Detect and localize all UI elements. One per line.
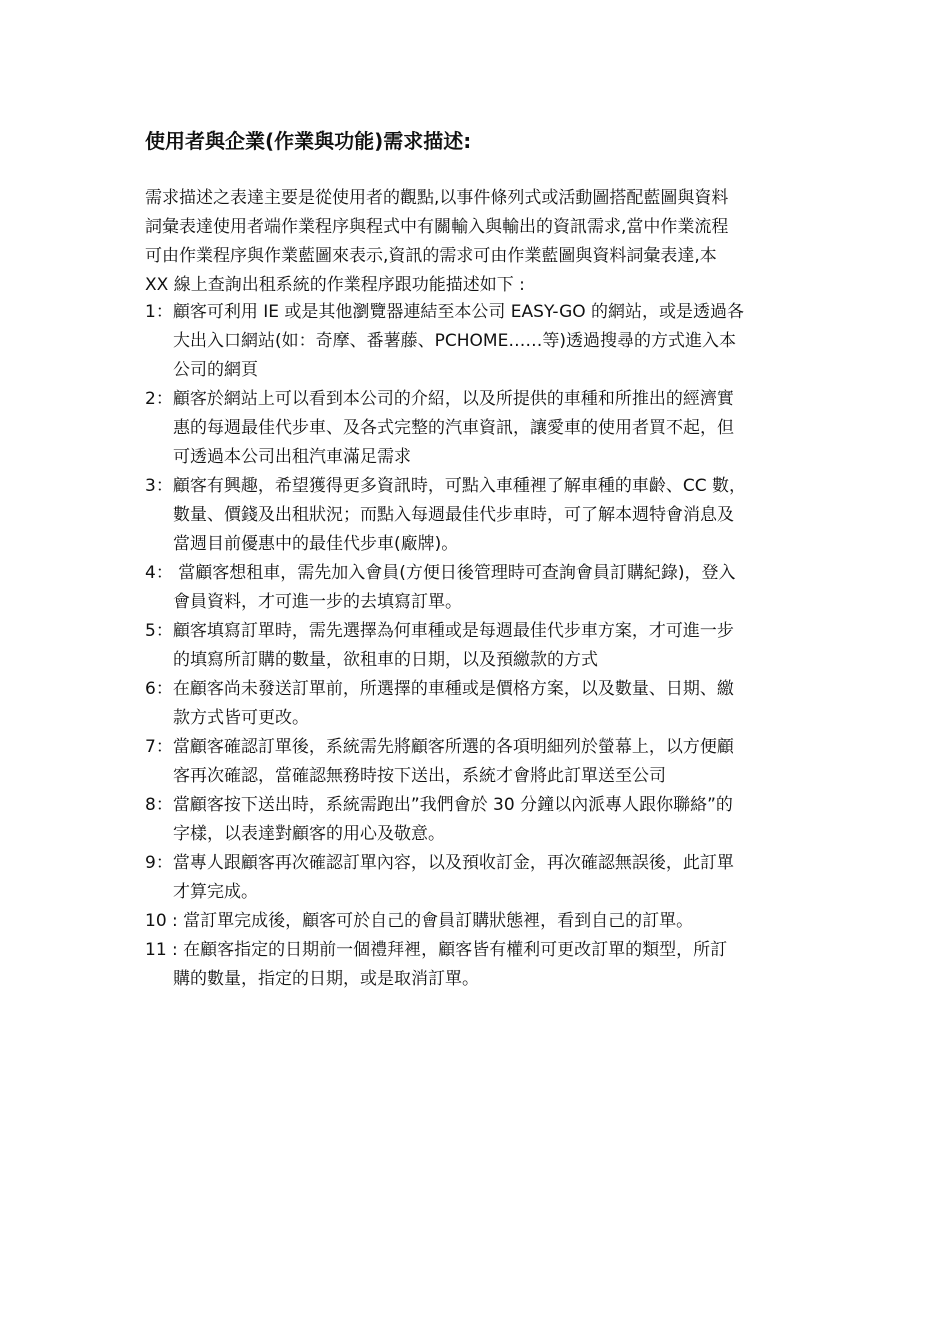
intro-line: 詞彙表達使用者端作業程序與程式中有關輸入與輸出的資訊需求,當中作業流程	[145, 217, 729, 237]
intro-line: 可由作業程序與作業藍圖來表示,資訊的需求可由作業藍圖與資料詞彙表達,本	[145, 246, 717, 266]
requirement-line	[145, 530, 835, 559]
requirement-line	[145, 443, 835, 472]
requirement-number: 6：	[145, 679, 173, 699]
requirement-text: 惠的每週最佳代步車、及各式完整的汽車資訊，讓愛車的使用者買不起，但	[173, 418, 734, 438]
requirement-text: 才算完成。	[173, 882, 258, 902]
intro-line: XX 線上查詢出租系統的作業程序跟功能描述如下 :	[145, 275, 525, 295]
requirement-number: 4：	[145, 563, 173, 583]
requirement-number: 8：	[145, 795, 173, 815]
requirement-line	[145, 704, 835, 733]
requirement-item	[145, 617, 835, 675]
intro-paragraph	[145, 184, 825, 300]
requirement-line	[145, 820, 835, 849]
requirement-item	[145, 791, 835, 849]
requirement-number: 9：	[145, 853, 173, 873]
requirement-text: 購的數量，指定的日期，或是取消訂單。	[173, 969, 479, 989]
requirement-number: 11 :	[145, 940, 184, 960]
requirement-line	[145, 907, 835, 936]
requirements-list	[145, 298, 835, 994]
requirement-item	[145, 907, 835, 936]
requirement-number: 10 :	[145, 911, 184, 931]
requirement-number: 3：	[145, 476, 173, 496]
page-title: 使用者與企業(作業與功能)需求描述:	[145, 129, 472, 153]
requirement-line	[145, 733, 835, 762]
requirement-line	[145, 965, 835, 994]
requirement-line	[145, 936, 835, 965]
requirement-number: 7：	[145, 737, 173, 757]
requirement-line	[145, 675, 835, 704]
requirement-text: 顧客可利用 IE 或是其他瀏覽器連結至本公司 EASY-GO 的網站，或是透過各	[172, 302, 745, 322]
requirement-line	[145, 472, 835, 501]
requirement-line	[145, 298, 835, 327]
requirement-text: 當顧客確認訂單後，系統需先將顧客所選的各項明細列於螢幕上，以方便顧	[172, 737, 734, 757]
requirement-item	[145, 559, 835, 617]
requirement-text: 客再次確認，當確認無務時按下送出，系統才會將此訂單送至公司	[173, 766, 666, 786]
requirement-text: 款方式皆可更改。	[173, 708, 309, 728]
requirement-text: 的填寫所訂購的數量，欲租車的日期，以及預繳款的方式	[173, 650, 598, 670]
requirement-line	[145, 501, 835, 530]
requirement-text: 會員資料，才可進一步的去填寫訂單。	[173, 592, 462, 612]
requirement-text: 字樣，以表達對顧客的用心及敬意。	[173, 824, 445, 844]
requirement-line	[145, 849, 835, 878]
requirement-line	[145, 762, 835, 791]
requirement-item	[145, 675, 835, 733]
requirement-number: 1：	[145, 302, 173, 322]
requirement-text: 當顧客按下送出時，系統需跑出”我們會於 30 分鐘以內派專人跟你聯絡”的	[172, 795, 733, 815]
requirement-line	[145, 791, 835, 820]
requirement-line	[145, 617, 835, 646]
requirement-line	[145, 385, 835, 414]
requirement-item	[145, 298, 835, 385]
requirement-item	[145, 849, 835, 907]
intro-line: 需求描述之表達主要是從使用者的觀點,以事件條列式或活動圖搭配藍圖與資料	[145, 188, 729, 208]
requirement-text: 顧客有興趣，希望獲得更多資訊時，可點入車種裡了解車種的車齡、CC 數，	[172, 476, 746, 496]
requirement-line	[145, 588, 835, 617]
requirement-text: 數量、價錢及出租狀況；而點入每週最佳代步車時，可了解本週特會消息及	[173, 505, 734, 525]
requirement-text: 大出入口網站(如：奇摩、番薯藤、PCHOME……等)透過搜尋的方式進入本	[173, 331, 736, 351]
requirement-line	[145, 646, 835, 675]
requirement-line	[145, 878, 835, 907]
requirement-text: 在顧客指定的日期前一個禮拜裡，顧客皆有權利可更改訂單的類型，所訂	[183, 940, 728, 960]
requirement-text: 在顧客尚未發送訂單前，所選擇的車種或是價格方案，以及數量、日期、繳	[172, 679, 734, 699]
requirement-line	[145, 356, 835, 385]
requirement-item	[145, 472, 835, 559]
requirement-text: 當顧客想租車，需先加入會員(方便日後管理時可查詢會員訂購紀錄)，登入	[172, 563, 736, 583]
requirement-text: 當週目前優惠中的最佳代步車(廠牌)。	[173, 534, 459, 554]
requirement-text: 當專人跟顧客再次確認訂單內容，以及預收訂金，再次確認無誤後，此訂單	[172, 853, 734, 873]
requirement-number: 5：	[145, 621, 173, 641]
requirement-text: 公司的網頁	[173, 360, 258, 380]
requirement-item	[145, 385, 835, 472]
requirement-number: 2：	[145, 389, 173, 409]
requirement-line	[145, 559, 835, 588]
requirement-item	[145, 936, 835, 994]
requirement-text: 顧客於網站上可以看到本公司的介紹，以及所提供的車種和所推出的經濟實	[172, 389, 734, 409]
requirement-line	[145, 327, 835, 356]
requirement-text: 當訂單完成後，顧客可於自己的會員訂購狀態裡，看到自己的訂單。	[183, 911, 694, 931]
requirement-item	[145, 733, 835, 791]
requirement-line	[145, 414, 835, 443]
requirement-text: 可透過本公司出租汽車滿足需求	[173, 447, 411, 467]
requirement-text: 顧客填寫訂單時，需先選擇為何車種或是每週最佳代步車方案，才可進一步	[172, 621, 734, 641]
